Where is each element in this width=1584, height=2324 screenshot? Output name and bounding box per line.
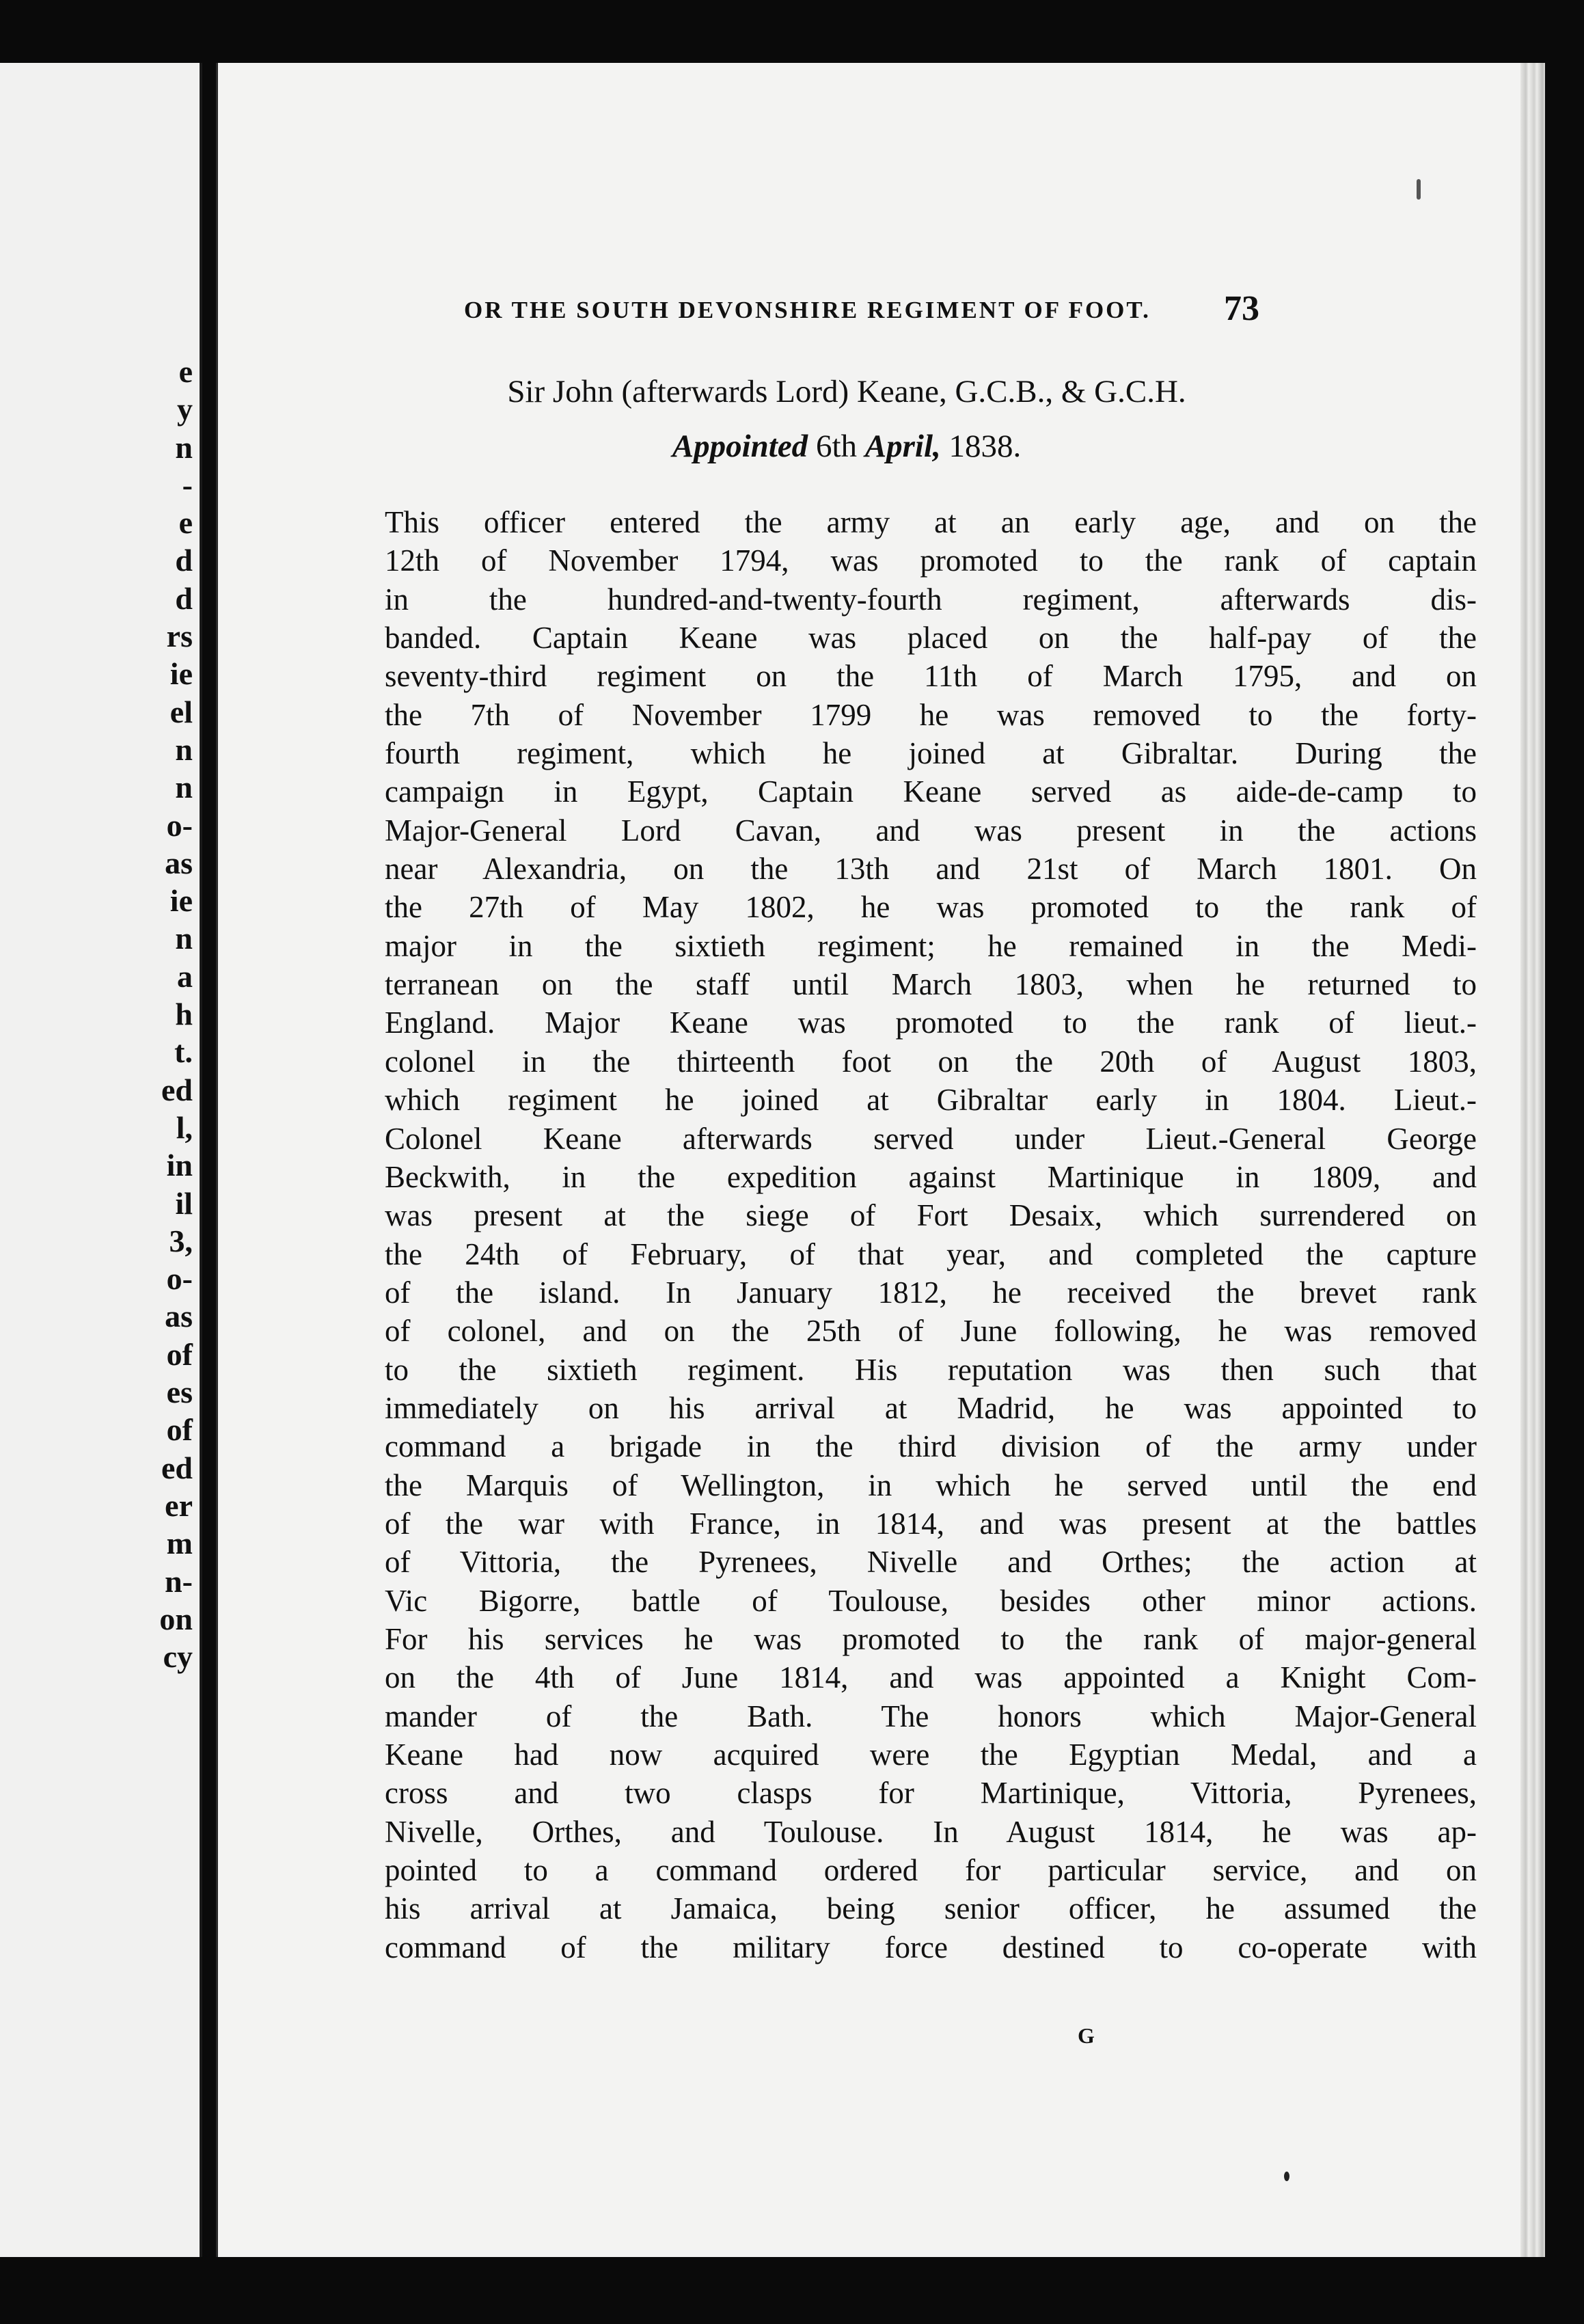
body-line: near Alexandria, on the 13th and 21st of March 1801. On — [385, 852, 1477, 887]
body-line: the 27th of May 1802, he was promoted to the rank of — [385, 890, 1477, 925]
appointed-day: 6th — [808, 429, 865, 464]
page-number: 73 — [1224, 289, 1259, 328]
body-line: seventy-third regiment on the 11th of March 1795, and on — [385, 659, 1477, 694]
left-page-fragment: rs — [166, 619, 193, 654]
left-page-fragment: n — [175, 921, 193, 956]
body-line: was present at the siege of Fort Desaix, which surrendered on — [385, 1198, 1477, 1233]
body-line: Colonel Keane afterwards served under Lieut.-General George — [385, 1121, 1477, 1156]
left-page-fragment: n- — [165, 1563, 193, 1599]
body-line: Nivelle, Orthes, and Toulouse. In August 1814, he was ap- — [385, 1814, 1477, 1849]
body-line: which regiment he joined at Gibraltar early in 1804. Lieut.- — [385, 1083, 1477, 1118]
appointment-date — [396, 428, 1298, 465]
ink-speck — [1284, 2172, 1289, 2181]
running-head: OR THE SOUTH DEVONSHIRE REGIMENT OF FOOT. — [464, 297, 1151, 323]
left-page-fragment: e — [178, 354, 193, 389]
body-line: For his services he was promoted to the rank of major-general — [385, 1621, 1477, 1656]
signature-mark: G — [1078, 2023, 1095, 2048]
left-page-fragment: - — [182, 467, 193, 502]
left-page-fragment: as — [165, 845, 193, 880]
left-page-fragment: of — [166, 1336, 193, 1372]
left-page-fragment: o- — [166, 807, 193, 843]
left-page-fragment: as — [165, 1299, 193, 1334]
left-facing-page — [0, 63, 202, 2257]
body-line: the 24th of February, of that year, and completed the capture — [385, 1237, 1477, 1271]
body-line: of Vittoria, the Pyrenees, Nivelle and Orthes; the action at — [385, 1545, 1477, 1580]
body-line: command of the military force destined to co-operate with — [385, 1930, 1477, 1964]
left-page-fragment: h — [175, 997, 193, 1032]
page-edge — [1520, 63, 1545, 2257]
body-line: of the war with France, in 1814, and was present at the battles — [385, 1506, 1477, 1541]
left-page-fragment: y — [177, 392, 193, 427]
ink-speck — [1417, 179, 1421, 200]
book-page — [216, 63, 1545, 2257]
body-line: the Marquis of Wellington, in which he served until the end — [385, 1468, 1477, 1502]
left-page-fragment: n — [175, 770, 193, 805]
left-page-fragment: il — [175, 1185, 193, 1221]
body-line: campaign in Egypt, Captain Keane served as aide-de-camp to — [385, 774, 1477, 809]
left-page-fragment: es — [166, 1375, 193, 1410]
body-line: Vic Bigorre, battle of Toulouse, besides other minor actions. — [385, 1583, 1477, 1618]
body-line: of the island. In January 1812, he received the brevet rank — [385, 1275, 1477, 1310]
left-page-fragment: 3, — [169, 1223, 193, 1258]
appointed-year: 1838. — [940, 429, 1022, 464]
body-line: Keane had now acquired were the Egyptian Medal, and a — [385, 1738, 1477, 1772]
left-page-fragment: in — [166, 1148, 193, 1183]
left-page-line-fragments — [111, 353, 193, 1675]
left-page-fragment: el — [169, 694, 193, 729]
left-page-fragment: n — [175, 429, 193, 465]
left-page-fragment: of — [166, 1412, 193, 1448]
body-line: in the hundred-and-twenty-fourth regiment, afterwards dis- — [385, 582, 1477, 617]
left-page-fragment: er — [165, 1487, 193, 1523]
body-line: fourth regiment, which he joined at Gibraltar. During the — [385, 736, 1477, 771]
body-line: England. Major Keane was promoted to the rank of lieut.- — [385, 1005, 1477, 1040]
left-page-fragment: o- — [166, 1261, 193, 1297]
body-line: 12th of November 1794, was promoted to the rank of captain — [385, 543, 1477, 578]
body-line: terranean on the staff until March 1803, when he returned to — [385, 967, 1477, 1002]
body-line: Beckwith, in the expedition against Martinique in 1809, and — [385, 1159, 1477, 1194]
body-line: Major-General Lord Cavan, and was present in the actions — [385, 813, 1477, 848]
left-page-fragment: t. — [174, 1034, 193, 1070]
body-line: on the 4th of June 1814, and was appointed a Knight Com- — [385, 1660, 1477, 1695]
left-page-fragment: l, — [176, 1109, 193, 1145]
left-page-fragment: n — [175, 731, 193, 767]
body-paragraph — [385, 503, 1477, 1967]
left-page-fragment: d — [175, 543, 193, 578]
body-line: command a brigade in the third division of the army under — [385, 1429, 1477, 1464]
body-line: his arrival at Jamaica, being senior officer, he assumed the — [385, 1891, 1477, 1926]
body-line: banded. Captain Keane was placed on the half-pay of the — [385, 621, 1477, 656]
body-line: major in the sixtieth regiment; he remained in the Medi- — [385, 928, 1477, 963]
body-line: immediately on his arrival at Madrid, he was appointed to — [385, 1390, 1477, 1425]
appointed-label: Appointed — [672, 429, 808, 464]
section-heading: Sir John (afterwards Lord) Keane, G.C.B., & G.C.H. — [507, 374, 1186, 409]
body-line: colonel in the thirteenth foot on the 20th of August 1803, — [385, 1044, 1477, 1079]
body-line: pointed to a command ordered for particular service, and on — [385, 1853, 1477, 1888]
left-page-fragment: ed — [161, 1450, 193, 1485]
body-line: the 7th of November 1799 he was removed to the forty- — [385, 697, 1477, 732]
left-page-fragment: cy — [163, 1639, 193, 1675]
left-page-fragment: a — [177, 958, 193, 994]
left-page-fragment: d — [175, 580, 193, 616]
left-page-fragment: ie — [169, 883, 193, 919]
appointed-month: April, — [864, 429, 941, 464]
body-line: of colonel, and on the 25th of June following, he was removed — [385, 1314, 1477, 1349]
left-page-fragment: e — [178, 505, 193, 541]
body-line: mander of the Bath. The honors which Major-General — [385, 1699, 1477, 1733]
body-line: to the sixtieth regiment. His reputation was then such that — [385, 1352, 1477, 1387]
left-page-fragment: on — [159, 1601, 193, 1636]
body-line: This officer entered the army at an early age, and on the — [385, 505, 1477, 539]
left-page-fragment: ed — [161, 1072, 193, 1107]
body-line: cross and two clasps for Martinique, Vittoria, Pyrenees, — [385, 1776, 1477, 1811]
left-page-fragment: m — [166, 1526, 193, 1561]
left-page-fragment: ie — [169, 656, 193, 692]
